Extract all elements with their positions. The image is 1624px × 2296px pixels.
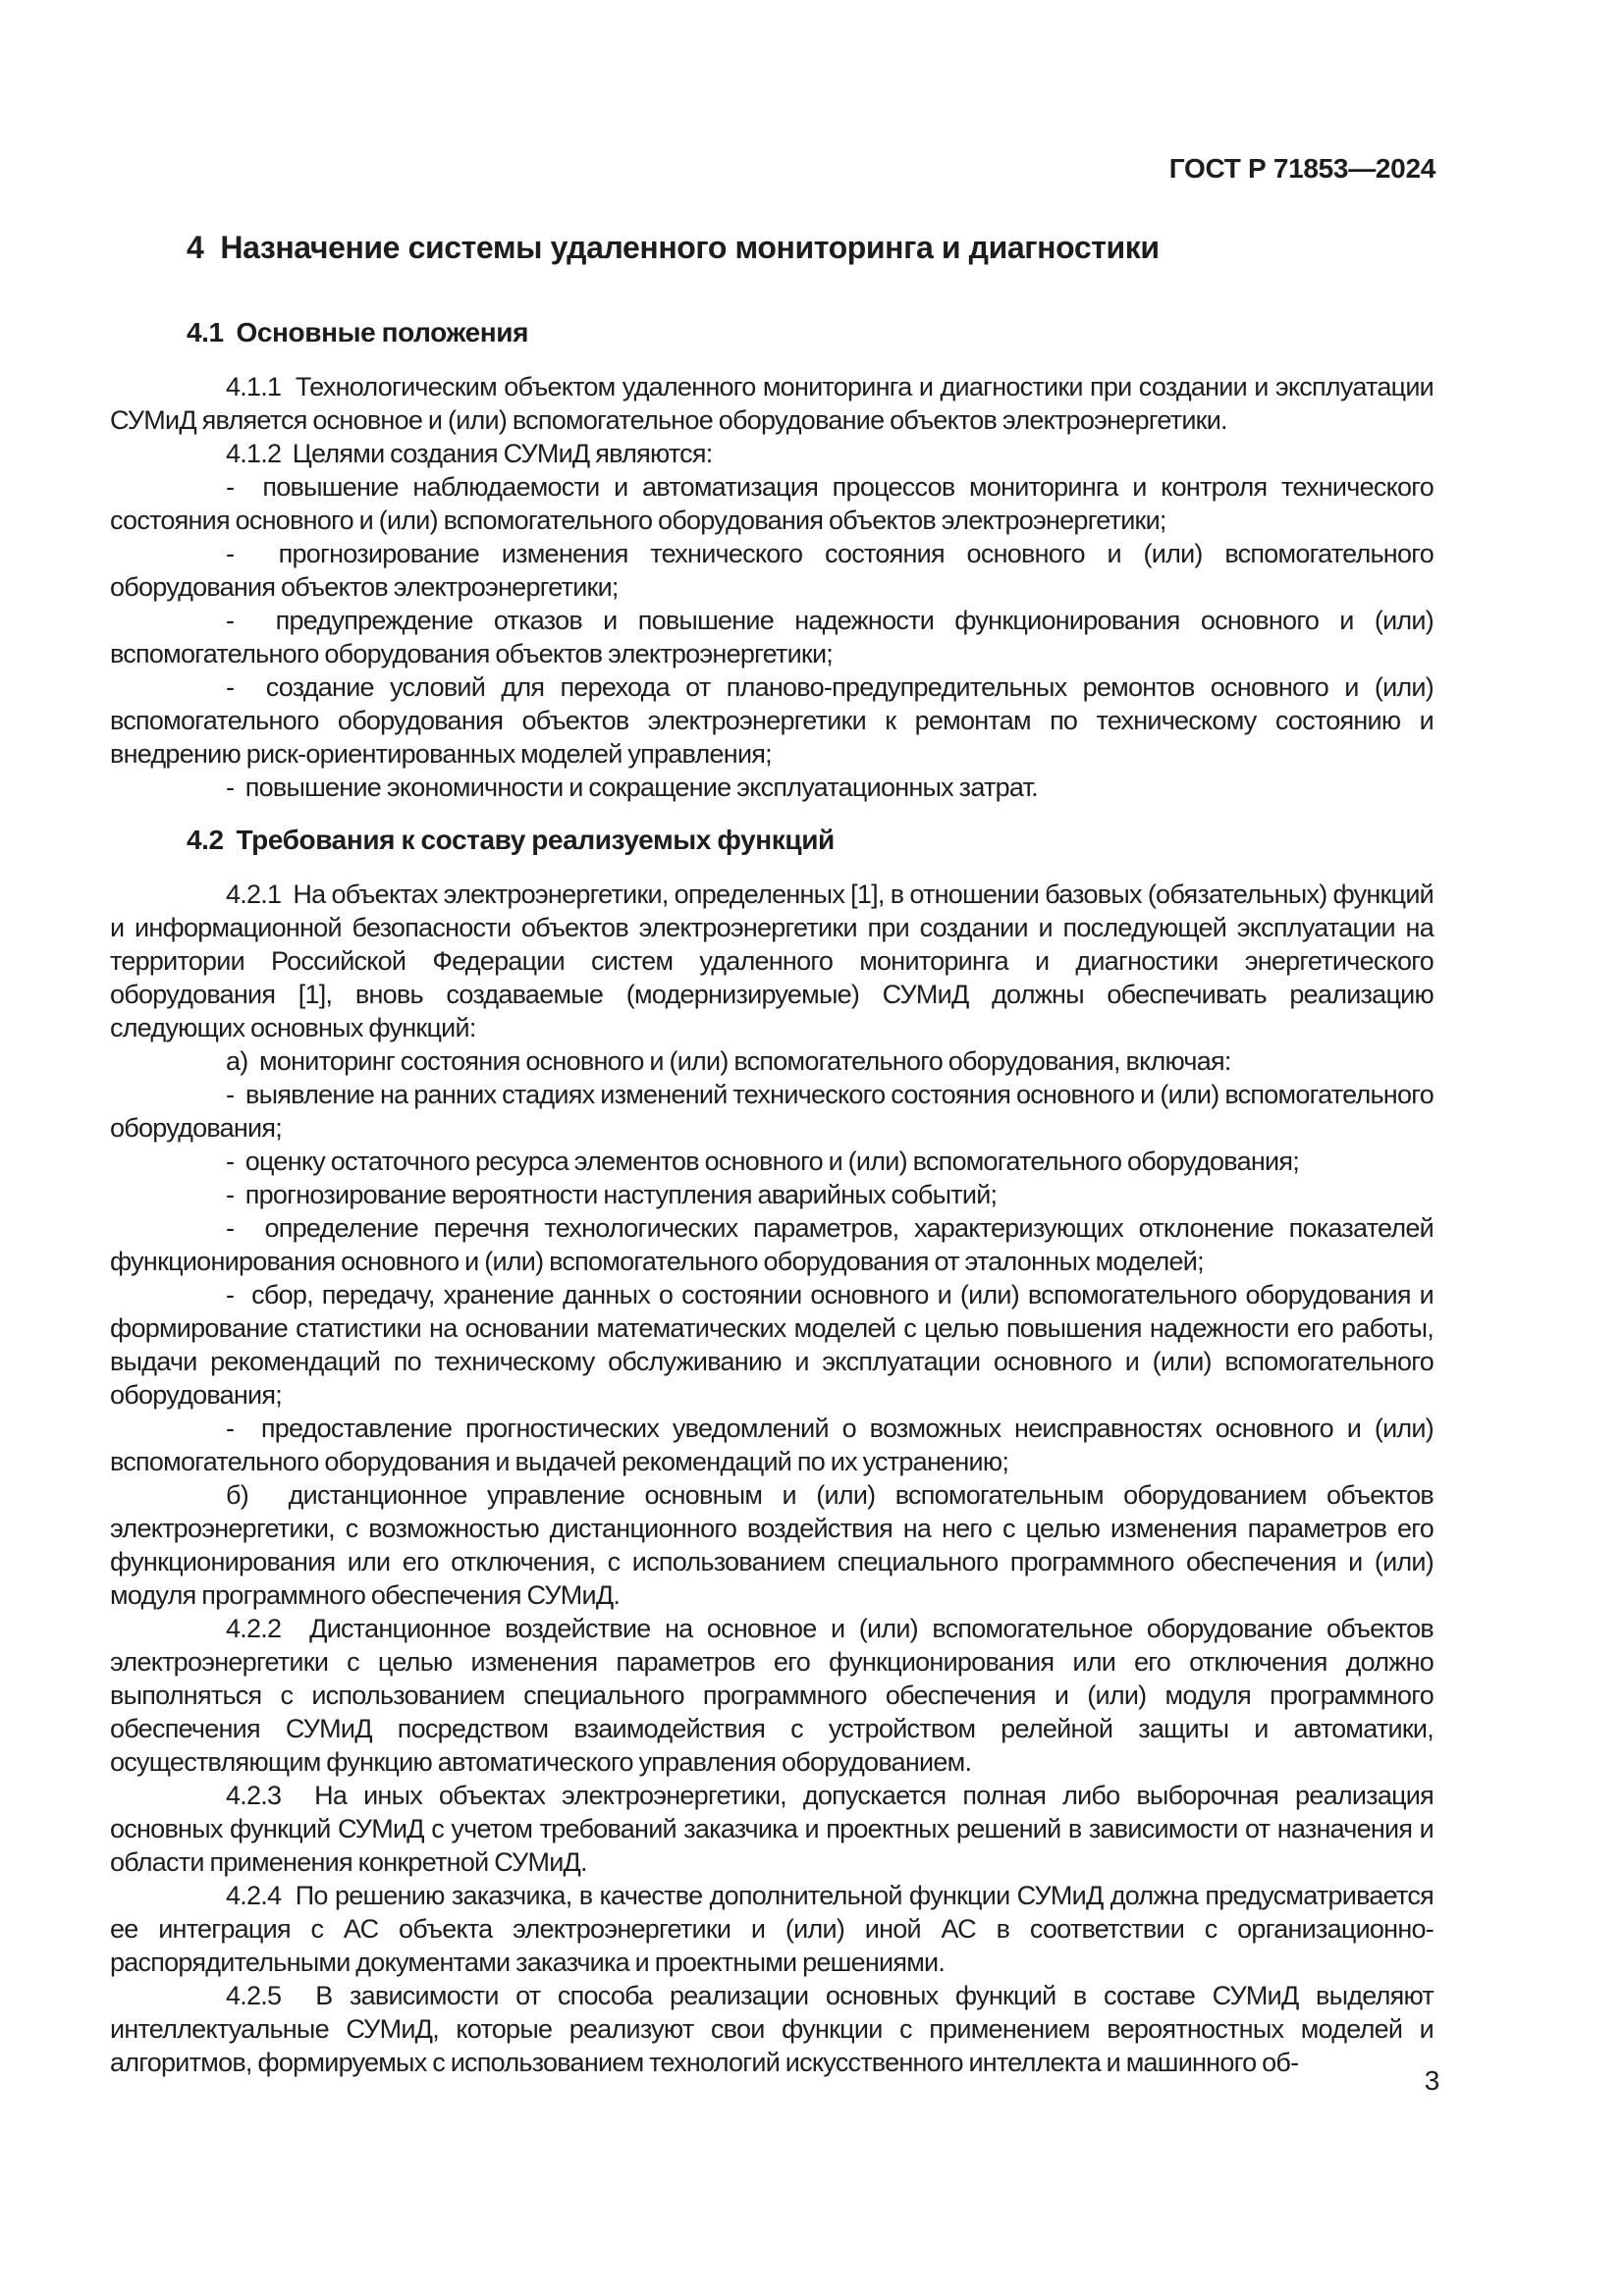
- list-item-a: а) мониторинг состояния основного и (или) вспомогательного оборудования, включая:: [226, 1046, 1231, 1076]
- list-item: - сбор, передачу, хранение данных о состоянии основного и (или) вспомогательного оборудования и формирование статистики на основании математических моделей с целью повышения надежности его работы, выдачи рекомендаций по техническому обслуживанию и эксплуатации основного и (или) вспомогательного оборудования;: [110, 1280, 1439, 1410]
- list-item: - предоставление прогностических уведомлений о возможных неисправностях основного и (или) вспомогательного оборудования и выдачей рекомендаций по их устранению;: [110, 1414, 1439, 1476]
- list-item: - определение перечня технологических параметров, характеризующих отклонение показателей функционирования основного и (или) вспомогательного оборудования от эталонных моделей;: [110, 1213, 1439, 1276]
- list-item: - выявление на ранних стадиях изменений технического состояния основного и (или) вспомогательного оборудования;: [110, 1080, 1439, 1143]
- clause-4-2-3: 4.2.3 На иных объектах электроэнергетики, допускается полная либо выборочная реализация основных функций СУМиД с учетом требований заказчика и проектных решений в зависимости от назначения и области применения конкретной СУМиД.: [110, 1781, 1439, 1877]
- list-item-b: б) дистанционное управление основным и (или) вспомогательным оборудованием объектов электроэнергетики, с возможностью дистанционного воздействия на него с целью изменения параметров его функционирования или его отключения, с использованием специального программного обеспечения и (или) модуля программного обеспечения СУМиД.: [110, 1480, 1439, 1610]
- section-heading: 4 Назначение системы удаленного мониторинга и диагностики: [187, 230, 1160, 265]
- subsection-heading-4-1: 4.1 Основные положения: [187, 317, 529, 347]
- list-item: - прогнозирование изменения технического состояния основного и (или) вспомогательного оборудования объектов электроэнергетики;: [110, 539, 1439, 602]
- clause-4-2-1: 4.2.1 На объектах электроэнергетики, определенных [1], в отношении базовых (обязательных) функций и информационной безопасности объектов электроэнергетики при создании и последующей эксплуатации на территории Российской Федерации систем удаленного мониторинга и диагностики энергетического оборудования [1], вновь создаваемые (модернизируемые) СУМиД должны обеспечивать реализацию следующих основных функций:: [110, 880, 1439, 1042]
- list-item: - оценку остаточного ресурса элементов основного и (или) вспомогательного оборудования;: [226, 1147, 1299, 1176]
- list-item: - прогнозирование вероятности наступления аварийных событий;: [226, 1180, 998, 1209]
- clause-4-1-1: 4.1.1 Технологическим объектом удаленного мониторинга и диагностики при создании и эксплуатации СУМиД является основное и (или) вспомогательное оборудование объектов электроэнергетики.: [110, 372, 1439, 435]
- document-body: [110, 306, 1439, 2079]
- list-item: - создание условий для перехода от планово-предупредительных ремонтов основного и (или) вспомогательного оборудования объектов электроэнергетики к ремонтам по техническому состоянию и внедрению риск-ориентированных моделей управления;: [110, 672, 1439, 769]
- page-number: 3: [1424, 2065, 1439, 2096]
- list-item: - повышение экономичности и сокращение эксплуатационных затрат.: [226, 773, 1038, 802]
- subsection-heading-4-2: 4.2 Требования к составу реализуемых функций: [187, 825, 835, 855]
- list-item: - предупреждение отказов и повышение надежности функционирования основного и (или) вспомогательного оборудования объектов электроэнергетики;: [110, 606, 1439, 668]
- clause-4-1-2: 4.1.2 Целями создания СУМиД являются:: [226, 439, 713, 468]
- list-item: - повышение наблюдаемости и автоматизация процессов мониторинга и контроля технического состояния основного и (или) вспомогательного оборудования объектов электроэнергетики;: [110, 472, 1439, 535]
- clause-4-2-2: 4.2.2 Дистанционное воздействие на основное и (или) вспомогательное оборудование объектов электроэнергетики с целью изменения параметров его функционирования или его отключения должно выполняться с использованием специального программного обеспечения и (или) модуля программного обеспечения СУМиД посредством взаимодействия с устройством релейной защиты и автоматики, осуществляющим функцию автоматического управления оборудованием.: [110, 1614, 1439, 1777]
- clause-4-2-5: 4.2.5 В зависимости от способа реализации основных функций в составе СУМиД выделяют интеллектуальные СУМиД, которые реализуют свои функции с применением вероятностных моделей и алгоритмов, формируемых с использованием технологий искусственного интеллекта и машинного об-: [110, 1981, 1439, 2077]
- document-code: ГОСТ Р 71853—2024: [1168, 153, 1435, 184]
- clause-4-2-4: 4.2.4 По решению заказчика, в качестве дополнительной функции СУМиД должна предусматривается ее интеграция с АС объекта электроэнергетики и (или) иной АС в соответствии с организационно-распорядительными документами заказчика и проектными решениями.: [110, 1881, 1439, 1977]
